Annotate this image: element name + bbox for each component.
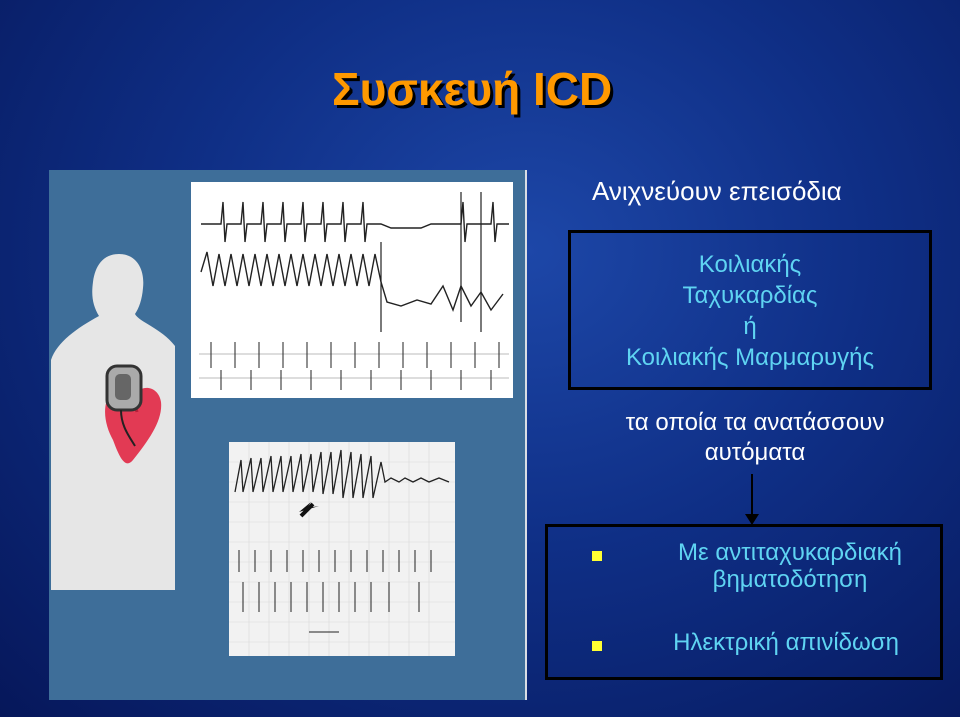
detection-line: ή — [743, 313, 757, 340]
ecg-strip-top-image — [191, 182, 513, 398]
correction-line: αυτόματα — [704, 439, 806, 466]
detection-line: Κοιλιακής Μαρμαρυγής — [625, 344, 875, 371]
detection-line: Ταχυκαρδίας — [682, 282, 818, 309]
patient-silhouette-image — [49, 250, 199, 590]
detection-line: Κοιλιακής — [698, 251, 802, 278]
icd-illustration-panel — [49, 170, 527, 700]
therapy-line: Με αντιταχυκαρδιακή — [678, 539, 902, 566]
ecg-strip-bottom-image — [229, 442, 455, 656]
connector-arrow-line — [751, 474, 753, 518]
correction-line: τα οποία τα ανατάσσουν — [625, 409, 885, 436]
square-bullet-icon — [592, 551, 602, 561]
slide-title: Συσκευή ICD — [332, 63, 613, 115]
therapy-item-atp — [652, 539, 928, 593]
square-bullet-icon — [592, 641, 602, 651]
correction-text — [570, 408, 940, 468]
detection-box — [568, 230, 932, 390]
therapy-line: Ηλεκτρική απινίδωση — [673, 629, 899, 656]
therapy-line: βηματοδότηση — [712, 566, 868, 593]
detection-heading: Ανιχνεύουν επεισόδια — [592, 176, 842, 206]
therapy-item-defibrillation — [648, 629, 924, 656]
therapy-box — [545, 524, 943, 680]
